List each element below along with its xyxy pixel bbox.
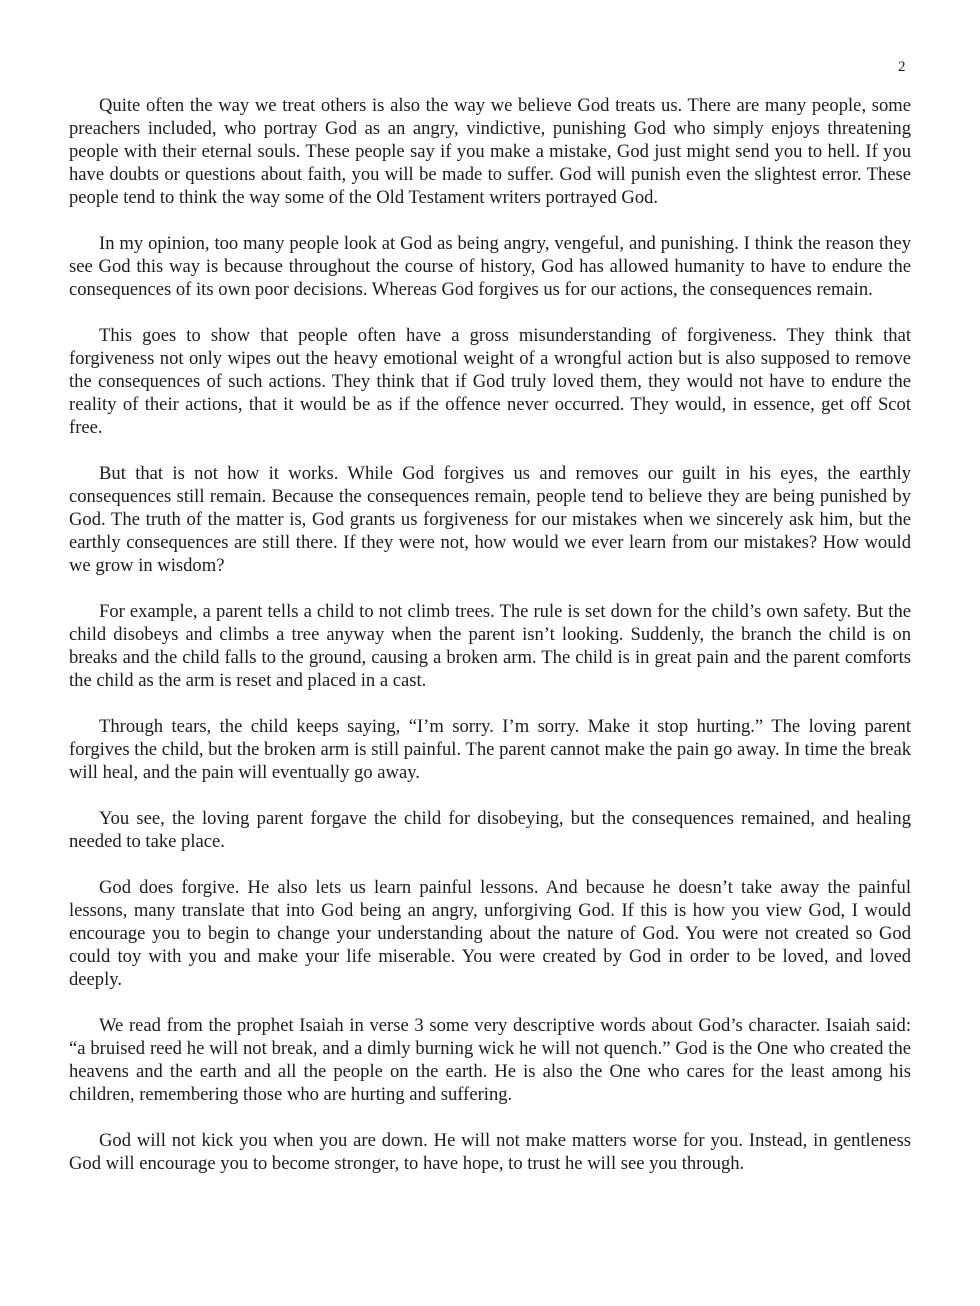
paragraph: God does forgive. He also lets us learn painful lessons. And because he doesn’t take away the painful lessons, many translate that into God being an angry, unforgiving God. If this is how you view God, I would encourage you to begin to change your understanding about the nature of God. You were not created so God could toy with you and make your life miserable. You were created by God in order to be loved, and loved deeply. [69,877,911,990]
page-number: 2 [898,59,906,75]
paragraph: You see, the loving parent forgave the child for disobeying, but the consequences remained, and healing needed to take place. [69,808,911,852]
paragraph: Through tears, the child keeps saying, “I’m sorry. I’m sorry. Make it stop hurting.” The loving parent forgives the child, but the broken arm is still painful. The parent cannot make the pain go away. In time the break will heal, and the pain will eventually go away. [69,716,911,783]
paragraph: We read from the prophet Isaiah in verse 3 some very descriptive words about God’s character. Isaiah said: “a bruised reed he will not break, and a dimly burning wick he will not quench.” God is the One who created the heavens and the earth and all the people on the earth. He is also the One who cares for the least among his children, remembering those who are hurting and suffering. [69,1015,911,1105]
paragraph: But that is not how it works. While God forgives us and removes our guilt in his eyes, the earthly consequences still remain. Because the consequences remain, people tend to believe they are being punished by God. The truth of the matter is, God grants us forgiveness for our mistakes when we sincerely ask him, but the earthly consequences are still there. If they were not, how would we ever learn from our mistakes? How would we grow in wisdom? [69,463,911,576]
paragraph: For example, a parent tells a child to not climb trees. The rule is set down for the child’s own safety. But the child disobeys and climbs a tree anyway when the parent isn’t looking. Suddenly, the branch the child is on breaks and the child falls to the ground, causing a broken arm. The child is in great pain and the parent comforts the child as the arm is reset and placed in a cast. [69,601,911,691]
paragraph: In my opinion, too many people look at God as being angry, vengeful, and punishing. I think the reason they see God this way is because throughout the course of history, God has allowed humanity to have to endure the consequences of its own poor decisions. Whereas God forgives us for our actions, the consequences remain. [69,233,911,300]
paragraph: Quite often the way we treat others is also the way we believe God treats us. There are many people, some preachers included, who portray God as an angry, vindictive, punishing God who simply enjoys threatening people with their eternal souls. These people say if you make a mistake, God just might send you to hell. If you have doubts or questions about faith, you will be made to suffer. God will punish even the slightest error. These people tend to think the way some of the Old Testament writers portrayed God. [69,95,911,208]
paragraph: This goes to show that people often have a gross misunderstanding of forgiveness. They think that forgiveness not only wipes out the heavy emotional weight of a wrongful action but is also supposed to remove the consequences of such actions. They think that if God truly loved them, they would not have to endure the reality of their actions, that it would be as if the offence never occurred. They would, in essence, get off Scot free. [69,325,911,438]
paragraph: God will not kick you when you are down. He will not make matters worse for you. Instead, in gentleness God will encourage you to become stronger, to have hope, to trust he will see you through. [69,1130,911,1174]
body-text [69,94,911,1198]
